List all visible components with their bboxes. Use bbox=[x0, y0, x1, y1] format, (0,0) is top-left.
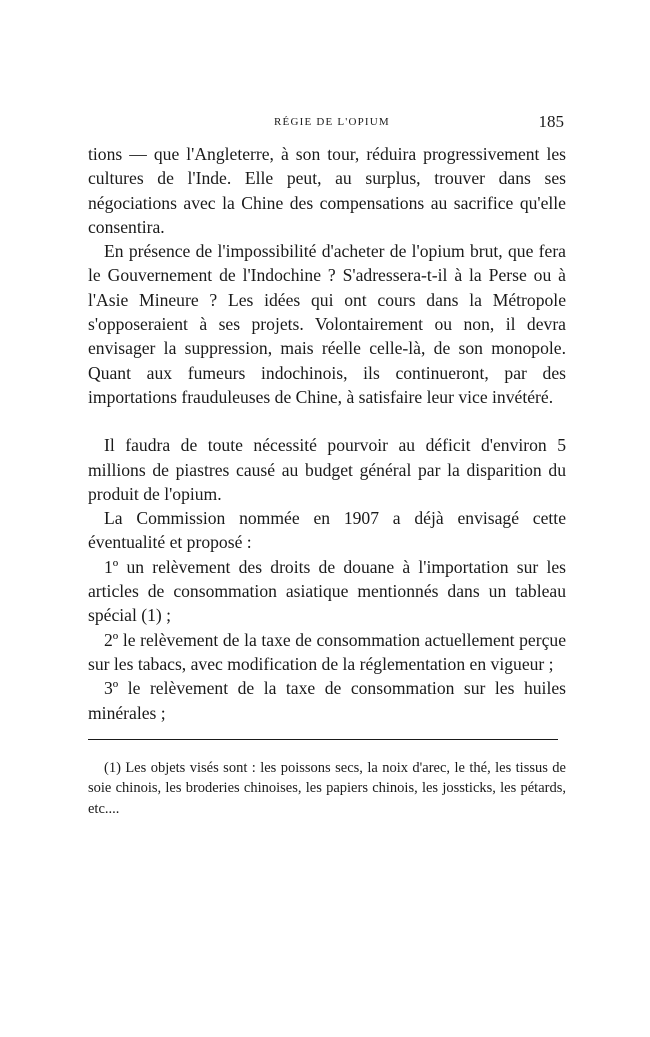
list-item: 2º le relèvement de la taxe de consommation actuellement perçue sur les tabacs, avec modification de la réglementation en vigueur ; bbox=[88, 629, 566, 674]
running-head bbox=[88, 112, 566, 142]
book-page bbox=[88, 112, 566, 819]
paragraph: La Commission nommée en 1907 a déjà envisagé cette éventualité et proposé : bbox=[88, 508, 566, 553]
list-item: 1º un relèvement des droits de douane à l'importation sur les articles de consommation asiatique mentionnés dans un tableau spécial (1) ; bbox=[88, 556, 566, 626]
footnotes bbox=[88, 758, 566, 820]
paragraph: Il faudra de toute nécessité pourvoir au déficit d'environ 5 millions de piastres causé au budget général par la disparition du produit de l'opium. bbox=[88, 435, 566, 504]
footnote: (1) Les objets visés sont : les poissons secs, la noix d'arec, le thé, les tissus de soie chinois, les broderies chinoises, les papiers chinois, les jossticks, les pétards, etc.... bbox=[88, 759, 566, 817]
list-item: 3º le relèvement de la taxe de consommation sur les huiles minérales ; bbox=[88, 678, 566, 723]
running-title: RÉGIE DE L'OPIUM bbox=[274, 116, 390, 128]
body-text bbox=[88, 142, 566, 725]
footnote-divider bbox=[88, 739, 558, 740]
paragraph: En présence de l'impossibilité d'acheter de l'opium brut, que fera le Gouvernement de l'Indochine ? S'adressera-t-il à la Perse ou à l'Asie Mineure ? Les idées qui ont cours dans la Métropole s'opposeraient à ses projets. Volontairement ou non, il devra envisager la suppression, mais réelle celle-là, de son monopole. Quant aux fumeurs indochinois, ils continueront, par des importations frauduleuses de Chine, à satisfaire leur vice invétéré. bbox=[88, 241, 566, 407]
section-break bbox=[88, 409, 566, 433]
paragraph-continuation: tions — que l'Angleterre, à son tour, réduira progressivement les cultures de l'Inde. Elle peut, au surplus, trouver dans ses négociations avec la Chine des compensations au sacrifice qu'elle consentira. bbox=[88, 144, 566, 237]
page-number: 185 bbox=[538, 112, 564, 131]
